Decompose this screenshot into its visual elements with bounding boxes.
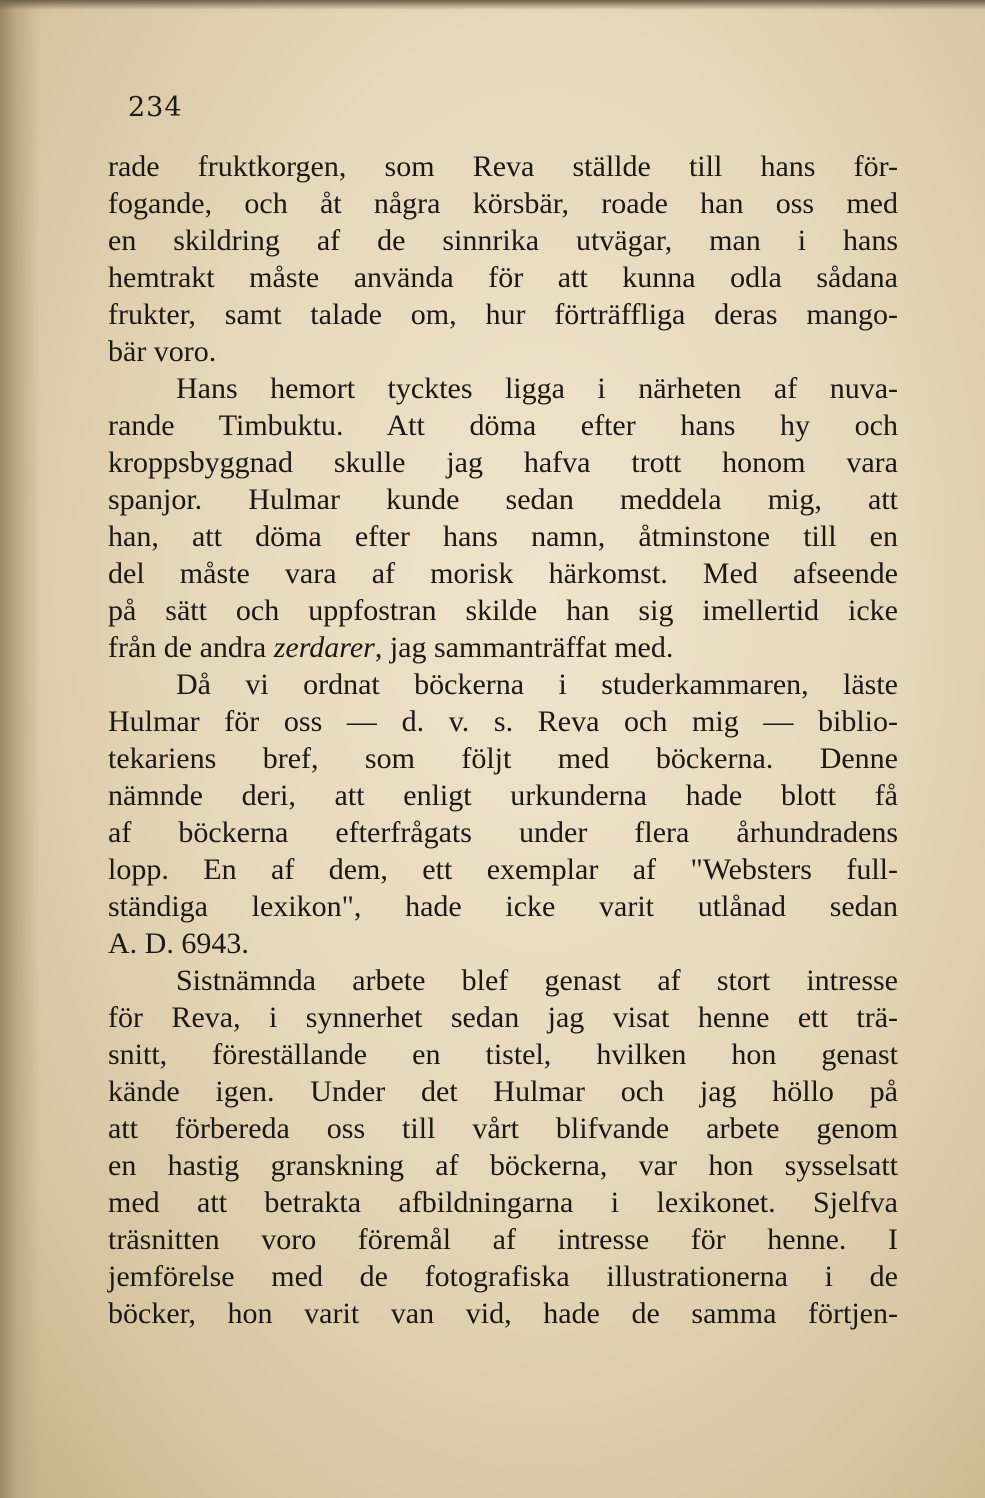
- text-line: af böckerna efterfrågats under flera århundradens: [108, 816, 898, 849]
- text-line: en skildring af de sinnrika utvägar, man i hans: [108, 224, 898, 257]
- text-line: frukter, samt talade om, hur förträffliga deras mango-: [108, 298, 898, 331]
- text-line: på sätt och uppfostran skilde han sig imellertid icke: [108, 594, 898, 627]
- text-line: att förbereda oss till vårt blifvande arbete genom: [108, 1112, 898, 1145]
- text-line: träsnitten voro föremål af intresse för henne. I: [108, 1223, 898, 1256]
- text-line: för Reva, i synnerhet sedan jag visat henne ett trä-: [108, 1001, 898, 1034]
- text-line: nämnde deri, att enligt urkunderna hade blott få: [108, 779, 898, 812]
- text-line: med att betrakta afbildningarna i lexikonet. Sjelfva: [108, 1186, 898, 1219]
- text-line: Hulmar för oss — d. v. s. Reva och mig — biblio-: [108, 705, 898, 738]
- text-line: rade fruktkorgen, som Reva ställde till hans för-: [108, 150, 898, 183]
- text-line: spanjor. Hulmar kunde sedan meddela mig, att: [108, 483, 898, 516]
- text-line: kroppsbyggnad skulle jag hafva trott honom vara: [108, 446, 898, 479]
- text-line: han, att döma efter hans namn, åtminstone till en: [108, 520, 898, 553]
- top-edge-shadow: [0, 0, 985, 10]
- text-line: tekariens bref, som följt med böckerna. Denne: [108, 742, 898, 775]
- text-line: rande Timbuktu. Att döma efter hans hy och: [108, 409, 898, 442]
- text-line: [108, 629, 898, 666]
- text-line: lopp. En af dem, ett exemplar af "Websters full-: [108, 853, 898, 886]
- text-line: Hans hemort tycktes ligga i närheten af nuva-: [176, 372, 898, 405]
- spine-shadow: [0, 0, 40, 1498]
- text-line: del måste vara af morisk härkomst. Med afseende: [108, 557, 898, 590]
- body-text: [108, 148, 898, 1332]
- text-line: böcker, hon varit van vid, hade de samma förtjen-: [108, 1297, 898, 1330]
- text-line: ständiga lexikon", hade icke varit utlånad sedan: [108, 890, 898, 923]
- italic-word: zerdarer: [273, 631, 375, 664]
- text-line: Sistnämnda arbete blef genast af stort intresse: [176, 964, 898, 997]
- text-line: bär voro.: [108, 335, 217, 368]
- text-line: fogande, och åt några körsbär, roade han oss med: [108, 187, 898, 220]
- text-segment: från de andra: [108, 631, 274, 664]
- text-line: kände igen. Under det Hulmar och jag höllo på: [108, 1075, 898, 1108]
- text-line: Då vi ordnat böckerna i studerkammaren, läste: [176, 668, 898, 701]
- text-line: snitt, föreställande en tistel, hvilken hon genast: [108, 1038, 898, 1071]
- text-line: jemförelse med de fotografiska illustrationerna i de: [108, 1260, 898, 1293]
- page-number: 234: [128, 92, 183, 123]
- text-line: en hastig granskning af böckerna, var hon sysselsatt: [108, 1149, 898, 1182]
- text-segment: , jag sammanträffat med.: [374, 631, 674, 664]
- text-line: hemtrakt måste använda för att kunna odla sådana: [108, 261, 898, 294]
- text-line: A. D. 6943.: [108, 927, 249, 960]
